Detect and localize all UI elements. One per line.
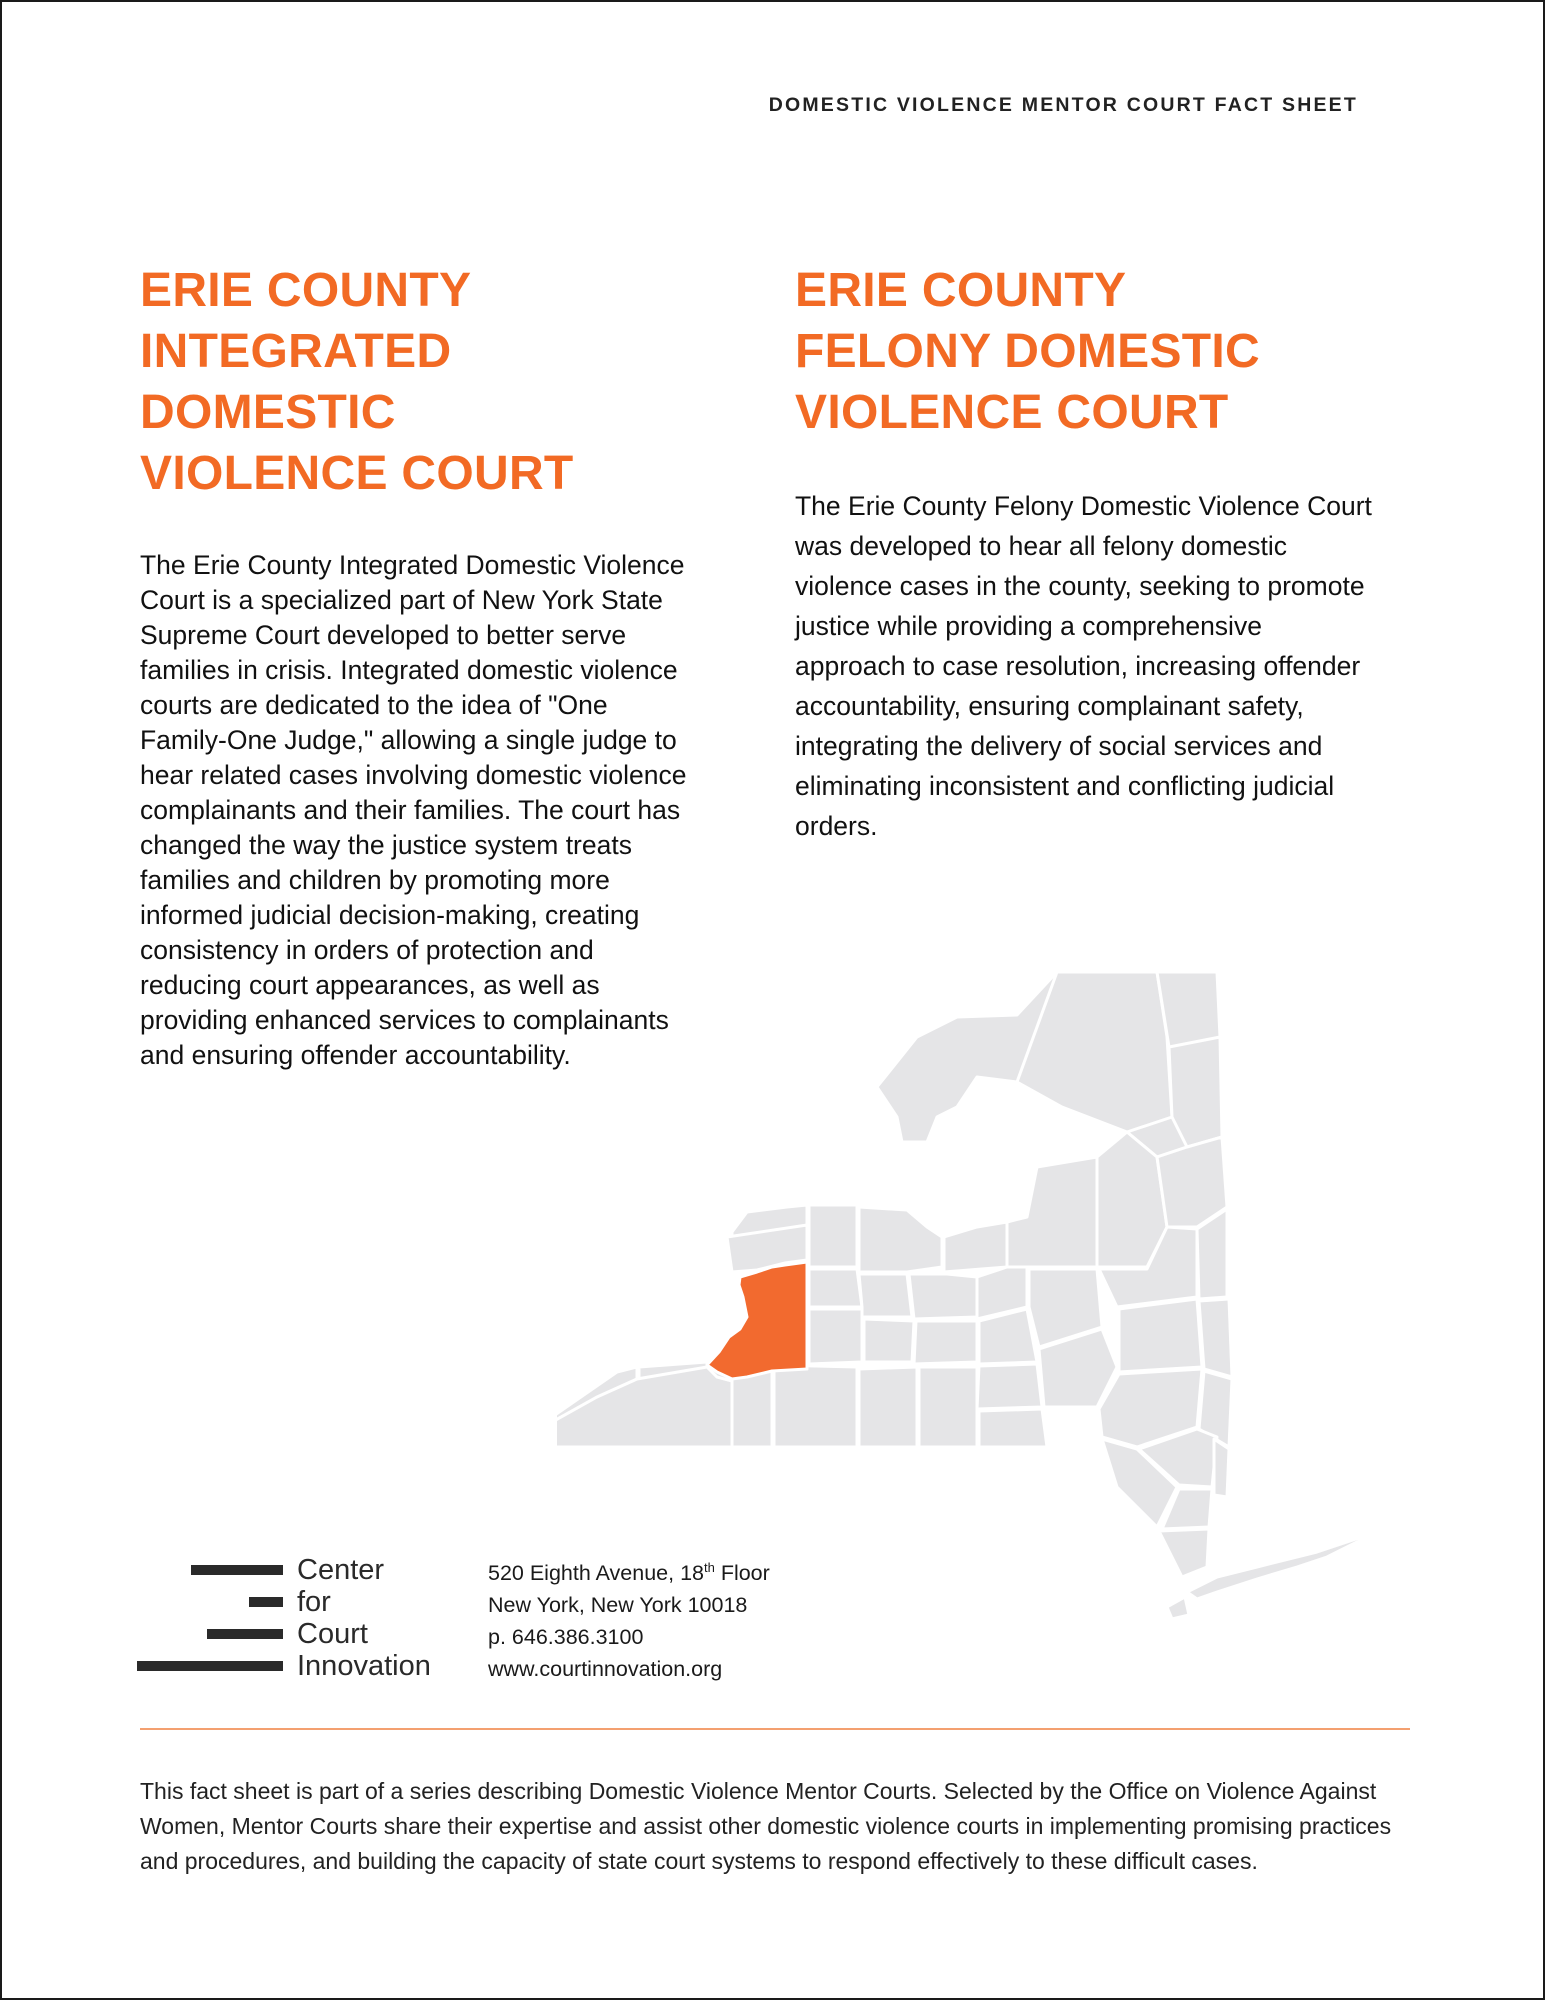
logo-bar-icon — [249, 1597, 283, 1607]
title-line: INTEGRATED — [140, 325, 452, 378]
logo-bar-icon — [191, 1565, 283, 1575]
title-line: FELONY DOMESTIC — [795, 325, 1260, 378]
integrated-court-title — [140, 260, 700, 504]
address-line-1: 520 Eighth Avenue, 18th Floor — [488, 1559, 770, 1585]
footer-divider — [140, 1728, 1410, 1730]
document-header: DOMESTIC VIOLENCE MENTOR COURT FACT SHEET — [768, 94, 1358, 116]
logo-row — [137, 1650, 431, 1682]
logo-bar-icon — [137, 1661, 283, 1671]
contact-info — [488, 1557, 770, 1685]
logo-word: Court — [297, 1618, 368, 1650]
erie-county-highlight — [707, 1262, 807, 1379]
logo-row — [137, 1554, 431, 1586]
phone-number: p. 646.386.3100 — [488, 1625, 644, 1649]
logo-row — [137, 1618, 431, 1650]
logo-word: for — [297, 1586, 331, 1618]
address-line-2: New York, New York 10018 — [488, 1593, 748, 1617]
logo-bar-icon — [207, 1629, 283, 1639]
center-for-court-innovation-logo — [137, 1554, 431, 1682]
new-york-county-map — [557, 967, 1407, 1622]
title-line: ERIE COUNTY — [140, 264, 472, 317]
felony-court-description: The Erie County Felony Domestic Violence Court was developed to hear all felony domestic violence cases in the county, seeking to promote justice while providing a comprehensive approach to case resolution, increasing offender accountability, ensuring complainant safety, integrating the delivery of social services and eliminating inconsistent and conflicting judicial orders. — [795, 491, 1372, 841]
footer-description: This fact sheet is part of a series describing Domestic Violence Mentor Courts. Selected by the Office on Violence Against Women, Mentor Courts share their expertise and assist other domestic violence courts in implementing promising practices and procedures, and building the capacity of state court systems to respond effectively to these difficult cases. — [140, 1778, 1392, 1874]
website-link[interactable]: www.courtinnovation.org — [488, 1657, 723, 1681]
felony-court-title — [795, 260, 1375, 443]
title-line: VIOLENCE COURT — [140, 447, 574, 500]
integrated-court-description: The Erie County Integrated Domestic Violence Court is a specialized part of New York State Supreme Court developed to better serve families in crisis. Integrated domestic violence courts are dedicated to the idea of "One Family-One Judge," allowing a single judge to hear related cases involving domestic violence complainants and their families. The court has changed the way the justice system treats families and children by promoting more informed judicial decision-making, creating consistency in orders of protection and reducing court appearances, as well as providing enhanced services to complainants and ensuring offender accountability. — [140, 550, 687, 1070]
logo-word: Innovation — [297, 1650, 431, 1682]
integrated-court-section — [140, 260, 700, 1073]
title-line: DOMESTIC — [140, 386, 396, 439]
logo-row — [137, 1586, 431, 1618]
logo-word: Center — [297, 1554, 385, 1586]
felony-court-section — [795, 260, 1375, 846]
title-line: VIOLENCE COURT — [795, 386, 1229, 439]
title-line: ERIE COUNTY — [795, 264, 1127, 317]
